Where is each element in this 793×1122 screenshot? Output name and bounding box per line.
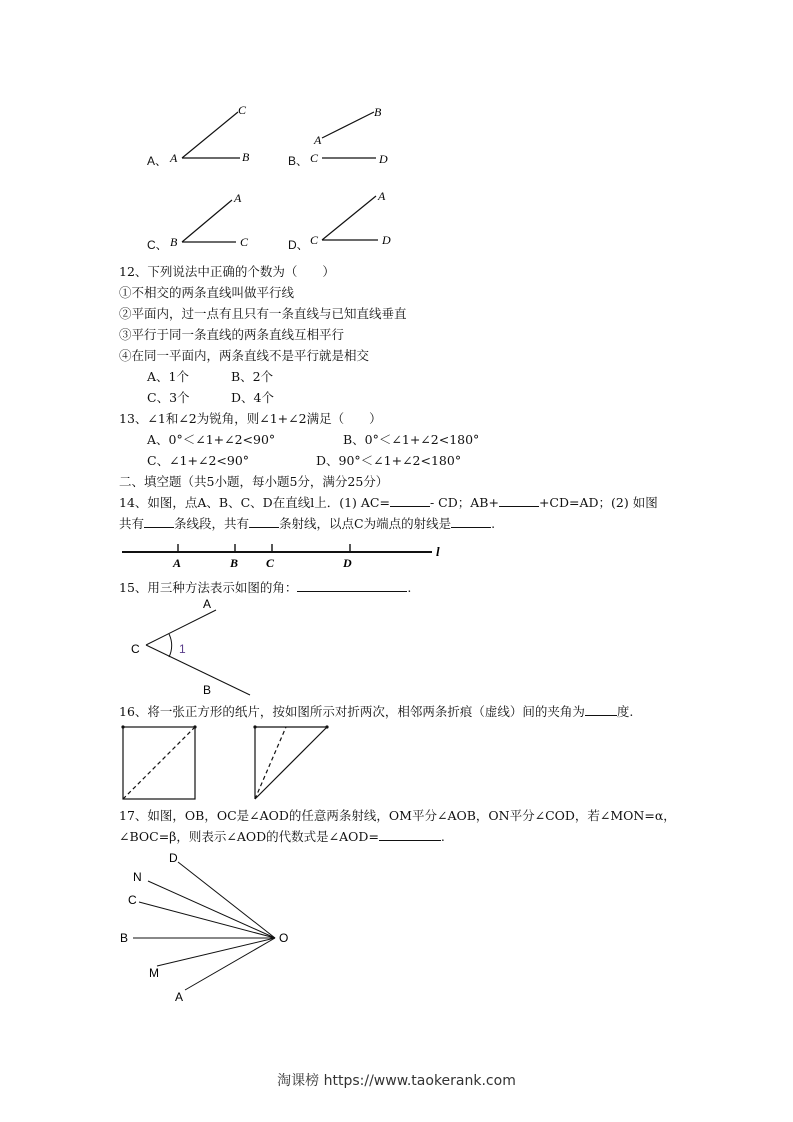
q14-text-f: 条射线，以点C为端点的射线是 (279, 516, 452, 531)
q14-blank-5[interactable] (451, 514, 491, 528)
q11d-label-c: C (310, 233, 319, 247)
q11a-label-c: C (238, 103, 247, 117)
q11b-label-a: A (314, 133, 322, 147)
q16-blank[interactable] (585, 702, 617, 716)
q12-option-d: D、4个 (231, 390, 274, 405)
q13-stem: 13、∠1和∠2为锐角，则∠1+∠2满足（ ） (119, 411, 382, 426)
q15-end: . (407, 580, 412, 595)
q11a-label-a: A (170, 151, 178, 165)
q17-label-n: N (133, 870, 142, 884)
q15-label-1: 1 (179, 642, 186, 656)
q15-label-b: B (203, 683, 212, 697)
q12-statement-3: ③平行于同一条直线的两条直线互相平行 (119, 327, 345, 342)
q12-statement-2: ②平面内，过一点有且只有一条直线与已知直线垂直 (119, 306, 407, 321)
q15-label-c: C (131, 642, 140, 656)
q11d-label-a: A (378, 189, 386, 203)
q14-text-c: +CD=AD；(2) 如图 (538, 495, 658, 510)
q11-option-b-prefix: B、 (288, 154, 309, 168)
q11-option-d-figure (308, 186, 398, 252)
q17-line-2 (119, 827, 445, 847)
q11b-label-c: C (310, 151, 319, 165)
q17-line-1: 17、如图，OB，OC是∠AOD的任意两条射线，OM平分∠AOB，ON平分∠COD，若∠MON=α， (119, 808, 676, 823)
q12-option-c: C、3个 (147, 390, 190, 405)
q14-blank-4[interactable] (249, 514, 279, 528)
q17-label-a: A (175, 990, 184, 1004)
q14-point-a: A (173, 556, 182, 570)
q14-text-e: 条线段，共有 (174, 516, 250, 531)
q12-statement-4: ④在同一平面内，两条直线不是平行就是相交 (119, 348, 370, 363)
q15-angle-figure (128, 597, 288, 700)
q12-option-a: A、1个 (147, 369, 189, 384)
q13-option-b: B、0°＜∠1+∠2<180° (343, 432, 480, 447)
q17-label-m: M (149, 966, 159, 980)
q15-label-a: A (203, 597, 212, 611)
q12-statement-1: ①不相交的两条直线叫做平行线 (119, 285, 295, 300)
q16-folded-figure (250, 722, 340, 802)
q13-option-d: D、90°＜∠1+∠2<180° (316, 453, 462, 468)
q11d-label-d: D (382, 233, 391, 247)
q14-number-line-figure (120, 540, 450, 570)
q17-rays-figure (115, 848, 305, 1008)
q11-option-c-figure (170, 190, 260, 254)
q11b-label-d: D (379, 152, 388, 166)
q14-point-b: B (230, 556, 239, 570)
q13-option-c: C、∠1+∠2<90° (147, 453, 250, 468)
q17-label-d: D (169, 851, 178, 865)
q17-label-c: C (128, 893, 137, 907)
q17-text-b: . (440, 829, 445, 844)
q11-option-d-prefix: D、 (288, 238, 309, 252)
q11c-label-c: C (240, 235, 249, 249)
q14-line-1 (119, 493, 658, 513)
q17-text-a: ∠BOC=β，则表示∠AOD的代数式是∠AOD= (119, 829, 379, 844)
q14-text-a: 14、如图，点A、B、C、D在直线l上．(1) AC= (119, 495, 390, 510)
q11c-label-a: A (234, 191, 242, 205)
q11-option-a-figure (170, 104, 260, 168)
q11-option-c-prefix: C、 (147, 238, 168, 252)
q14-blank-1[interactable] (390, 493, 430, 507)
q11b-label-b: B (374, 105, 382, 119)
q17-label-b: B (120, 931, 129, 945)
q14-point-d: D (343, 556, 352, 570)
q14-line-label: l (436, 544, 440, 559)
q13-option-a: A、0°＜∠1+∠2<90° (147, 432, 276, 447)
q16-stem: 16、将一张正方形的纸片，按如图所示对折两次，相邻两条折痕（虚线）间的夹角为 (119, 704, 585, 719)
section-heading: 二、填空题（共5小题，每小题5分，满分25分） (119, 474, 389, 489)
q12-option-b: B、2个 (231, 369, 274, 384)
q16-stem-line (119, 702, 633, 722)
q14-point-c: C (266, 556, 275, 570)
q15-blank[interactable] (297, 578, 407, 592)
q14-blank-3[interactable] (144, 514, 174, 528)
q14-line-2 (119, 514, 495, 534)
q16-unit: 度. (616, 704, 634, 719)
q11c-label-b: B (170, 235, 178, 249)
q15-stem-line (119, 578, 411, 598)
q12-stem: 12、下列说法中正确的个数为（ ） (119, 264, 335, 279)
footer-watermark[interactable]: 淘课榜 https://www.taokerank.com (277, 1073, 516, 1089)
q16-square-figure (118, 722, 203, 802)
q14-text-b: - CD；AB+ (429, 495, 499, 510)
q14-blank-2[interactable] (499, 493, 539, 507)
q14-text-g: . (491, 516, 496, 531)
q11a-label-b: B (242, 150, 250, 164)
q14-text-d: 共有 (119, 516, 145, 531)
q11-option-b-figure (308, 104, 398, 168)
q15-stem: 15、用三种方法表示如图的角： (119, 580, 298, 595)
q17-label-o: O (279, 931, 289, 945)
q17-blank[interactable] (379, 827, 441, 841)
q11-option-a-prefix: A、 (147, 154, 168, 168)
